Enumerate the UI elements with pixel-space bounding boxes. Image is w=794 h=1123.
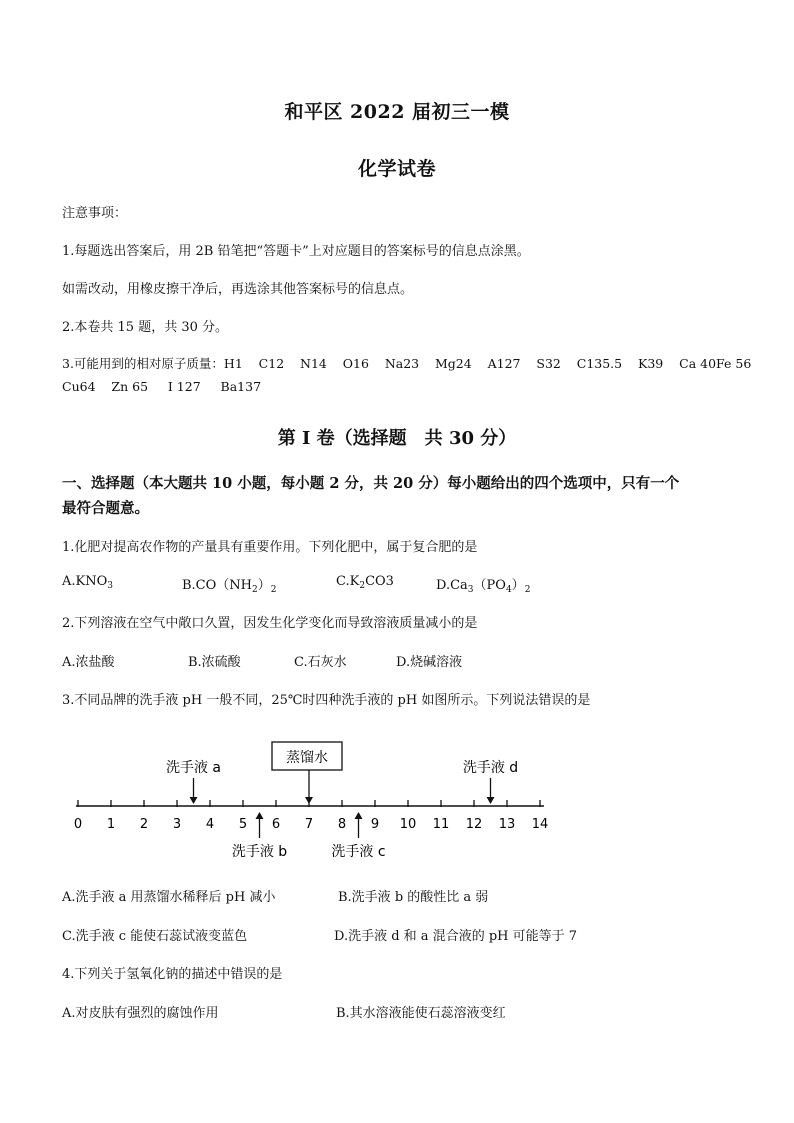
ph-tick-label: 1	[106, 817, 116, 832]
question-3-option-d: D.洗手液 d 和 a 混合液的 pH 可能等于 7	[334, 929, 578, 944]
q1-b-text: B.CO（NH	[182, 578, 253, 593]
q1-a-text: A.KNO	[62, 574, 108, 589]
q1-d-sub3: 2	[524, 585, 531, 595]
ph-marker-arrow-head	[487, 797, 495, 804]
notes-item-1: 1.每题选出答案后，用 2B 铅笔把“答题卡”上对应题目的答案标号的信息点涂黑。	[62, 244, 530, 259]
ph-marker-label: 洗手液 d	[462, 760, 519, 776]
ph-scale-figure	[60, 730, 560, 870]
part-title: 第 I 卷（选择题 共 30 分）	[277, 428, 517, 449]
ph-tick-label: 13	[498, 817, 516, 832]
q1-d-sub1: 3	[467, 585, 474, 595]
question-4-option-a: A.对皮肤有强烈的腐蚀作用	[62, 1006, 219, 1021]
ph-marker-label: 洗手液 b	[231, 844, 288, 860]
ph-tick-label: 0	[73, 817, 83, 832]
ph-tick-label: 14	[531, 817, 549, 832]
q1-c-rest: CO3	[365, 574, 394, 589]
question-4-stem: 4.下列关于氢氧化钠的描述中错误的是	[62, 967, 283, 982]
q1-d-sub2: 4	[505, 585, 512, 595]
question-4-option-b: B.其水溶液能使石蕊溶液变红	[336, 1006, 506, 1021]
ph-tick-label: 10	[399, 817, 417, 832]
question-2-option-d: D.烧碱溶液	[396, 655, 463, 670]
notes-item-1-cont: 如需改动，用橡皮擦干净后，再选涂其他答案标号的信息点。	[62, 282, 414, 297]
exam-subtitle: 化学试卷	[357, 158, 436, 180]
section-heading-line2: 最符合题意。	[62, 500, 149, 517]
ph-marker-label: 洗手液 c	[331, 844, 386, 860]
question-1-option-c	[336, 574, 394, 591]
question-3-option-c: C.洗手液 c 能使石蕊试液变蓝色	[62, 929, 248, 944]
q1-c-text: C.K	[336, 574, 360, 589]
exam-title: 和平区 2022 届初三一模	[284, 101, 510, 123]
section-heading-line1: 一、选择题（本大题共 10 小题，每小题 2 分，共 20 分）每小题给出的四个选项中，只有一个	[62, 475, 680, 492]
notes-heading: 注意事项：	[62, 206, 128, 221]
question-2-stem: 2.下列溶液在空气中敞口久置，因发生化学变化而导致溶液质量减小的是	[62, 616, 478, 631]
q1-d-text: D.Ca	[436, 578, 468, 593]
q1-a-sub: 3	[107, 581, 113, 591]
q1-b-sub1: 2	[252, 585, 258, 595]
ph-tick-label: 4	[205, 817, 215, 832]
ph-tick-label: 11	[432, 817, 450, 832]
ph-tick-label: 8	[337, 817, 347, 832]
question-1-option-a	[62, 574, 113, 591]
ph-marker-arrow-head	[256, 812, 264, 819]
distilled-water-box-label: 蒸馏水	[286, 750, 328, 766]
ph-tick-label: 3	[172, 817, 182, 832]
question-3-stem: 3.不同品牌的洗手液 pH 一般不同，25℃时四种洗手液的 pH 如图所示。下列说法错误的是	[62, 693, 591, 708]
ph-marker	[166, 759, 221, 804]
ph-tick-label: 2	[139, 817, 149, 832]
ph-tick-label: 7	[304, 817, 314, 832]
question-1-option-b	[182, 574, 277, 595]
notes-item-3-cont: Cu64 Zn 65 I 127 Ba137	[62, 379, 262, 394]
question-1-stem: 1.化肥对提高农作物的产量具有重要作用。下列化肥中，属于复合肥的是	[62, 540, 478, 555]
question-1-option-d	[436, 574, 530, 595]
ph-tick-label: 12	[465, 817, 483, 832]
question-3-option-a: A.洗手液 a 用蒸馏水稀释后 pH 减小	[62, 890, 276, 905]
ph-marker-label: 洗手液 a	[165, 760, 222, 776]
ph-marker	[305, 770, 313, 804]
question-2-option-b: B.浓硫酸	[188, 655, 241, 670]
ph-tick-label: 5	[238, 817, 248, 832]
question-2-option-c: C.石灰水	[294, 655, 347, 670]
ph-tick-label: 9	[370, 817, 380, 832]
ph-marker-arrow-head	[190, 797, 198, 804]
q1-b-sub2: 2	[270, 585, 277, 595]
question-2-option-a: A.浓盐酸	[62, 655, 115, 670]
ph-tick-label: 6	[271, 817, 281, 832]
ph-marker-arrow-head	[305, 797, 313, 804]
q1-d-mid: （PO	[473, 578, 506, 593]
ph-marker	[463, 759, 518, 804]
q1-d-close: ）	[511, 578, 525, 593]
q1-c-sub: 2	[359, 581, 366, 591]
notes-item-2: 2.本卷共 15 题，共 30 分。	[62, 320, 229, 335]
q1-b-close: ）	[257, 578, 271, 593]
notes-item-3: 3.可能用到的相对原子质量：H1 C12 N14 O16 Na23 Mg24 A127 S32 C135.5 K39 Ca 40Fe 56	[62, 356, 752, 371]
ph-marker-arrow-head	[355, 812, 363, 819]
question-3-option-b: B.洗手液 b 的酸性比 a 弱	[338, 890, 489, 905]
